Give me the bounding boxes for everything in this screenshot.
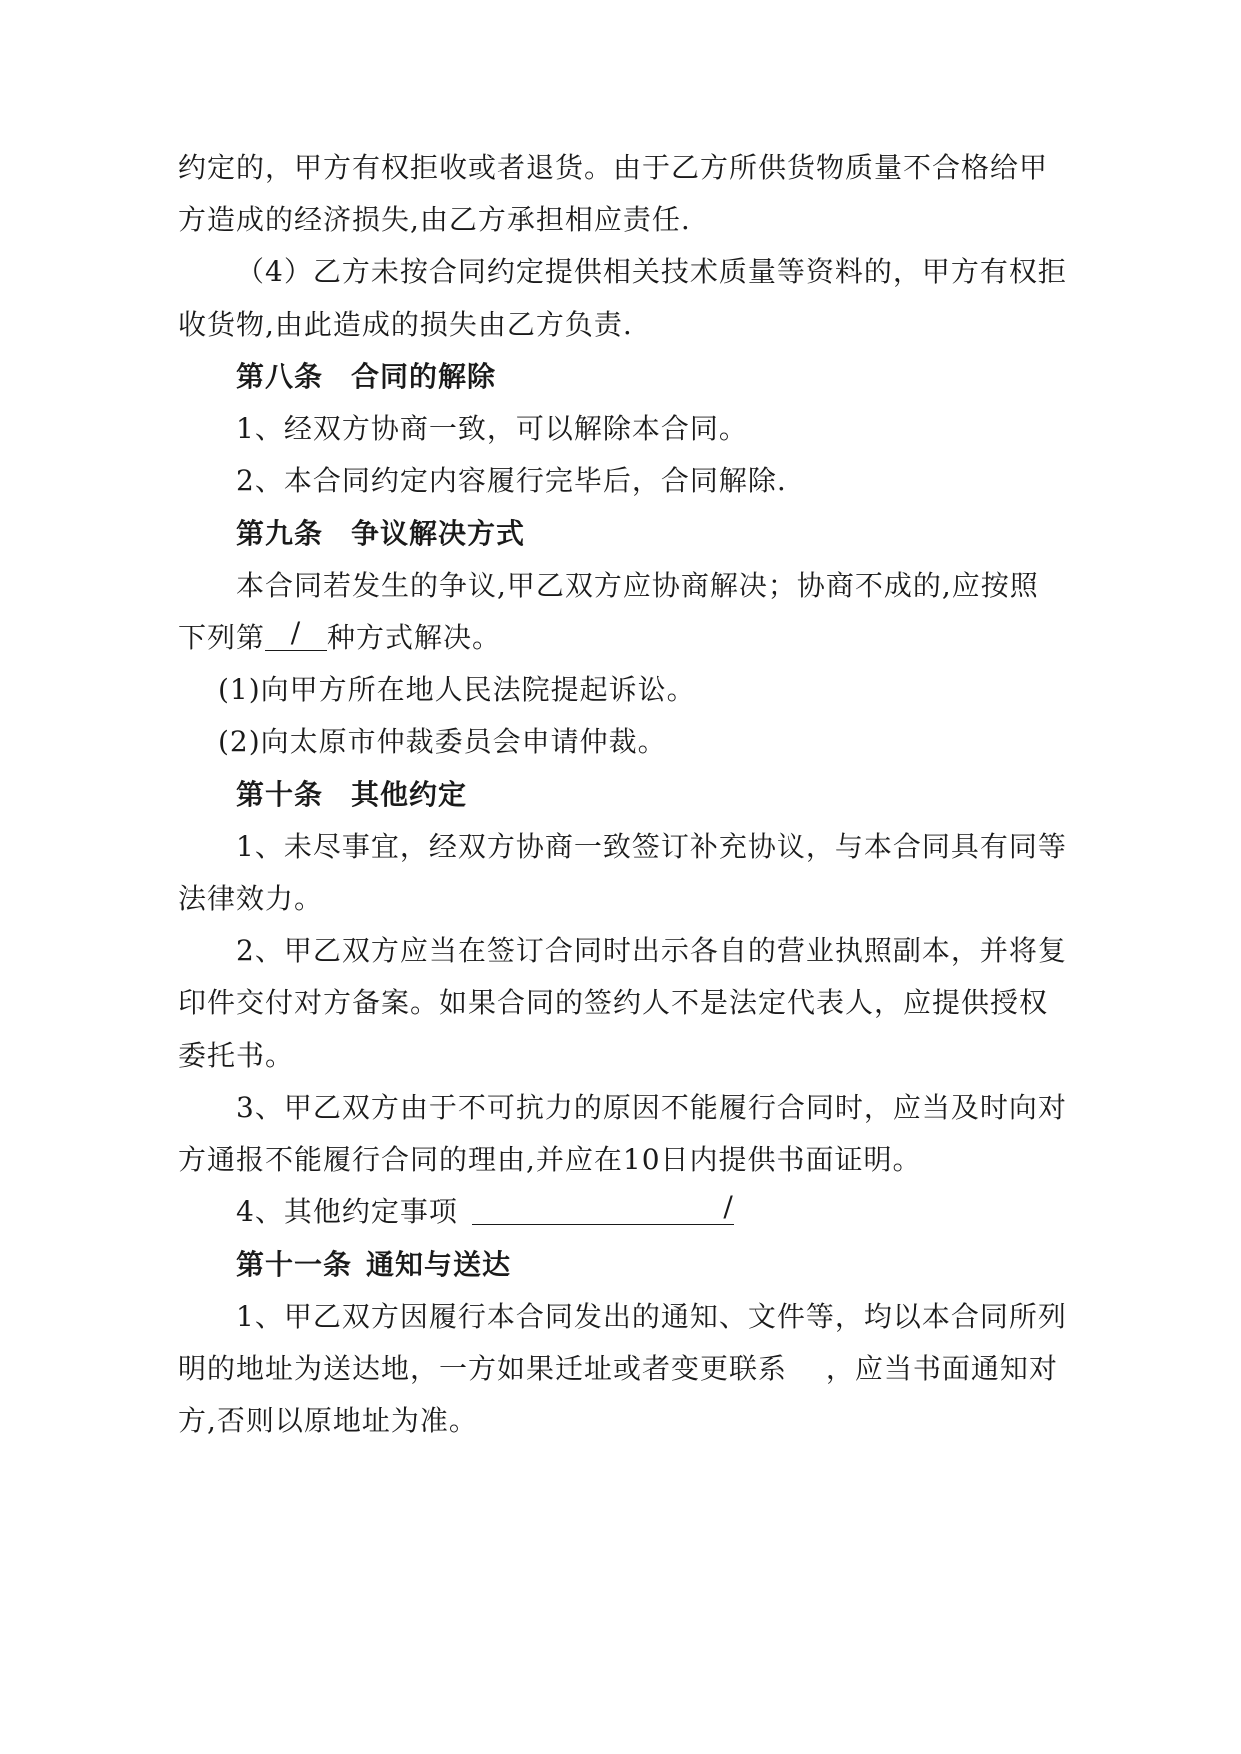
article-9-heading [236,514,1126,554]
text-line: 方通报不能履行合同的理由,并应在10日内提供书面证明。 [178,1143,922,1176]
article-8-heading [236,357,1126,397]
article-title: 其他约定 [351,778,468,811]
text-line: 方造成的经济损失,由乙方承担相应责任. [178,203,691,236]
text-line [178,618,1068,658]
article-10-heading [236,775,1126,815]
article-title: 通知与送达 [366,1248,512,1281]
text-line: 法律效力。 [178,882,324,915]
text-line: 1、经双方协商一致，可以解除本合同。 [236,412,748,445]
text-line: 1、未尽事宜，经双方协商一致签订补充协议，与本合同具有同等 [236,830,1067,863]
text-line: (1)向甲方所在地人民法院提起诉讼。 [218,673,696,706]
article-number: 第八条 [236,360,324,393]
article-title: 合同的解除 [351,360,497,393]
text-line: 印件交付对方备案。如果合同的签约人不是法定代表人，应提供授权 [178,986,1049,1019]
article-title: 争议解决方式 [351,517,526,550]
text-line: 1、甲乙双方因履行本合同发出的通知、文件等，均以本合同所列 [236,1300,1067,1333]
text-line: 明的地址为送达地，一方如果迁址或者变更联系 ，应当书面通知对 [178,1352,1058,1385]
text-line: （4）乙方未按合同约定提供相关技术质量等资料的，甲方有权拒 [236,255,1067,288]
text-line: 3、甲乙双方由于不可抗力的原因不能履行合同时，应当及时向对 [236,1091,1067,1124]
text-line: 方,否则以原地址为准。 [178,1404,478,1437]
article-number: 第十条 [236,778,324,811]
text-line: 委托书。 [178,1039,295,1072]
fill-in-blank: / [265,618,327,651]
text-line: (2)向太原市仲裁委员会申请仲裁。 [218,725,667,758]
article-11-heading [236,1245,1126,1285]
text-line: 2、甲乙双方应当在签订合同时出示各自的营业执照副本，并将复 [236,934,1067,967]
text-fragment: 下列第 [178,621,266,654]
text-line [236,1192,1126,1232]
article-number: 第十一条 [236,1248,353,1281]
text-fragment: 种方式解决。 [327,621,502,654]
text-fragment: 4、其他约定事项 [236,1195,458,1228]
fill-in-blank: / [472,1192,734,1225]
text-line: 2、本合同约定内容履行完毕后，合同解除. [236,464,787,497]
text-line: 本合同若发生的争议,甲乙双方应协商解决；协商不成的,应按照 [236,569,1039,602]
text-line: 收货物,由此造成的损失由乙方负责. [178,308,633,341]
article-number: 第九条 [236,517,324,550]
text-line: 约定的，甲方有权拒收或者退货。由于乙方所供货物质量不合格给甲 [178,151,1049,184]
